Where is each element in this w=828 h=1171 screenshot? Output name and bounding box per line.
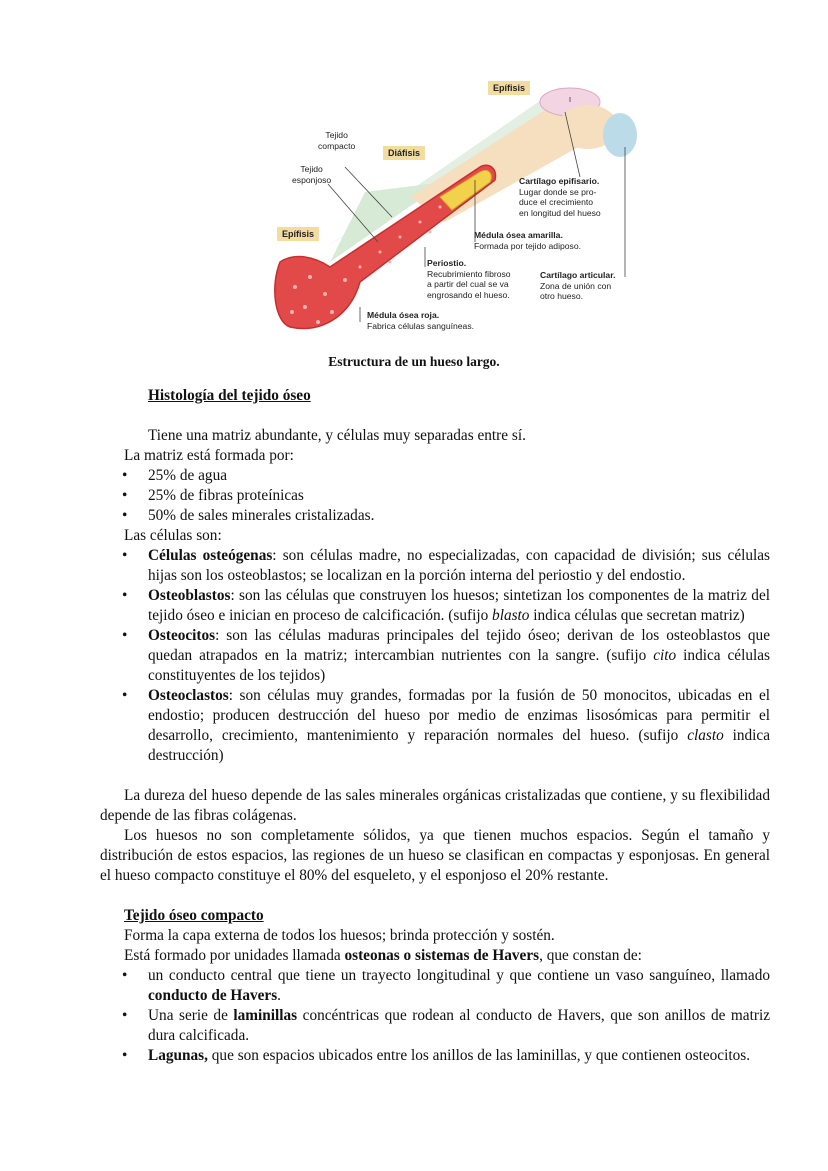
item-term: conducto de Havers (148, 987, 278, 1004)
list-item: • 25% de agua (100, 466, 770, 486)
line2-a: Está formado por unidades llamada (124, 947, 345, 964)
cells-intro: Las células son: (124, 527, 222, 544)
desc-osteocitos-b: indica células constituyentes de los tejidos) (148, 647, 770, 684)
medula-amarilla-text: Formada por tejido adiposo. (474, 240, 582, 251)
paragraph-espacios: Los huesos no son completamente sólidos, ya que tienen muchos espacios. Según el tamaño y distribución de estos espacios, las regiones de un hueso se clasifican en compactas y esponjosas. En general el hueso compacto constituye el 80% del esqueleto, y el esponjoso el 20% restante. (100, 827, 770, 884)
label-tejido-esponjoso: Tejido esponjoso (292, 164, 332, 185)
paragraph-dureza: La dureza del hueso depende de las sales minerales orgánicas cristalizadas que contiene, y su flexibilidad depende de las fibras colágenas. (100, 787, 770, 824)
list-item: • 50% de sales minerales cristalizadas. (100, 506, 770, 526)
document-body (100, 386, 770, 1066)
compacto-line1: Forma la capa externa de todos los huesos; brinda protección y sostén. (124, 927, 555, 944)
label-epifisis-top: Epífisis (488, 81, 530, 95)
cells-list (100, 546, 770, 766)
desc-osteoclastos-b: indica destrucción) (148, 727, 771, 764)
cartilago-epifisario-text: Lugar donde se pro- duce el crecimiento en longitud del hueso (519, 186, 601, 218)
label-cartilago-articular (540, 270, 615, 302)
cartilago-articular-text: Zona de unión con otro hueso. (540, 280, 612, 301)
label-diafisis: Diáfisis (383, 146, 425, 160)
cartilago-epifisario-title: Cartílago epifisario. (519, 176, 600, 186)
term-osteogenas: Células osteógenas (148, 547, 273, 564)
suffix-clasto: clasto (687, 727, 724, 744)
label-epifisis-left: Epífisis (277, 227, 319, 241)
item-term: Lagunas, (148, 1047, 208, 1064)
term-osteoblastos: Osteoblastos (148, 587, 231, 604)
bone-figure (270, 72, 650, 347)
desc-osteoblastos-a: : son las células que construyen los huesos; sintetizan los componentes de la matriz del tejido óseo e inician en proceso de calcificación. (sufijo (148, 587, 770, 624)
item-c: que son espacios ubicados entre los anillos de las laminillas, y que contienen osteocitos. (207, 1047, 751, 1064)
list-item: • 25% de fibras proteínicas (100, 486, 770, 506)
item-c: . (277, 987, 281, 1004)
item-c: concéntricas que rodean al conducto de Havers, que son anillos de matriz dura calcificada. (148, 1007, 770, 1044)
medula-amarilla-title: Médula ósea amarilla. (474, 230, 563, 240)
label-cartilago-epifisario (519, 176, 601, 218)
label-periostio (427, 258, 511, 300)
list-item (100, 966, 770, 1006)
list-item (100, 1046, 770, 1066)
desc-osteoblastos-b: indica células que secretan matriz) (529, 607, 745, 624)
desc-osteogenas: : son células madre, no especializadas, con capacidad de división; sus células hijas son los osteoblastos; se localizan en la porción interna del periostio y del endostio. (148, 547, 770, 584)
list-item (100, 546, 770, 586)
item-a: un conducto central que tiene un trayecto longitudinal y que contiene un vaso sanguíneo, llamado (148, 967, 770, 984)
matrix-intro: La matriz está formada por: (124, 447, 294, 464)
periostio-title: Periostio. (427, 258, 467, 268)
line2-osteonas: osteonas o sistemas de Havers (344, 947, 540, 964)
label-tejido-compacto: Tejido compacto (318, 130, 356, 151)
list-item (100, 1006, 770, 1046)
item-a: Una serie de (148, 1007, 234, 1024)
label-medula-amarilla (474, 230, 581, 251)
compacto-line2 (100, 946, 770, 966)
medula-roja-text: Fabrica células sanguíneas. (367, 320, 475, 331)
list-item (100, 586, 770, 626)
periostio-text: Recubrimiento fibroso a partir del cual se va engrosando el hueso. (427, 268, 511, 300)
label-medula-roja (367, 310, 474, 331)
havers-list (100, 966, 770, 1066)
term-osteocitos: Osteocitos (148, 627, 216, 644)
matrix-list (100, 466, 770, 526)
medula-roja-title: Médula ósea roja. (367, 310, 440, 320)
cartilago-articular-title: Cartílago articular. (540, 270, 616, 280)
term-osteoclastos: Osteoclastos (148, 687, 229, 704)
suffix-blasto: blasto (492, 607, 530, 624)
list-item (100, 626, 770, 686)
item-term: laminillas (233, 1007, 298, 1024)
heading-tejido-compacto: Tejido óseo compacto (124, 907, 264, 924)
heading-histologia: Histología del tejido óseo (148, 387, 311, 404)
figure-caption: Estructura de un hueso largo. (328, 354, 500, 369)
list-item (100, 686, 770, 766)
desc-osteocitos-a: : son las células maduras principales del tejido óseo; derivan de los osteoblastos que quedan atrapados en la matriz; intercambian nutrientes con la sangre. (sufijo (148, 627, 770, 664)
desc-osteoclastos-a: : son células muy grandes, formadas por la fusión de 50 monocitos, ubicadas en el endostio; producen destrucción del hueso por medio de enzimas lisosómicas para permitir el desarrollo, crecimiento, mantenimiento y reparación normales del hueso. (sufijo (148, 687, 770, 744)
suffix-cito: cito (653, 647, 677, 664)
intro-paragraph: Tiene una matriz abundante, y células muy separadas entre sí. (148, 427, 526, 444)
line2-c: , que constan de: (539, 947, 642, 964)
